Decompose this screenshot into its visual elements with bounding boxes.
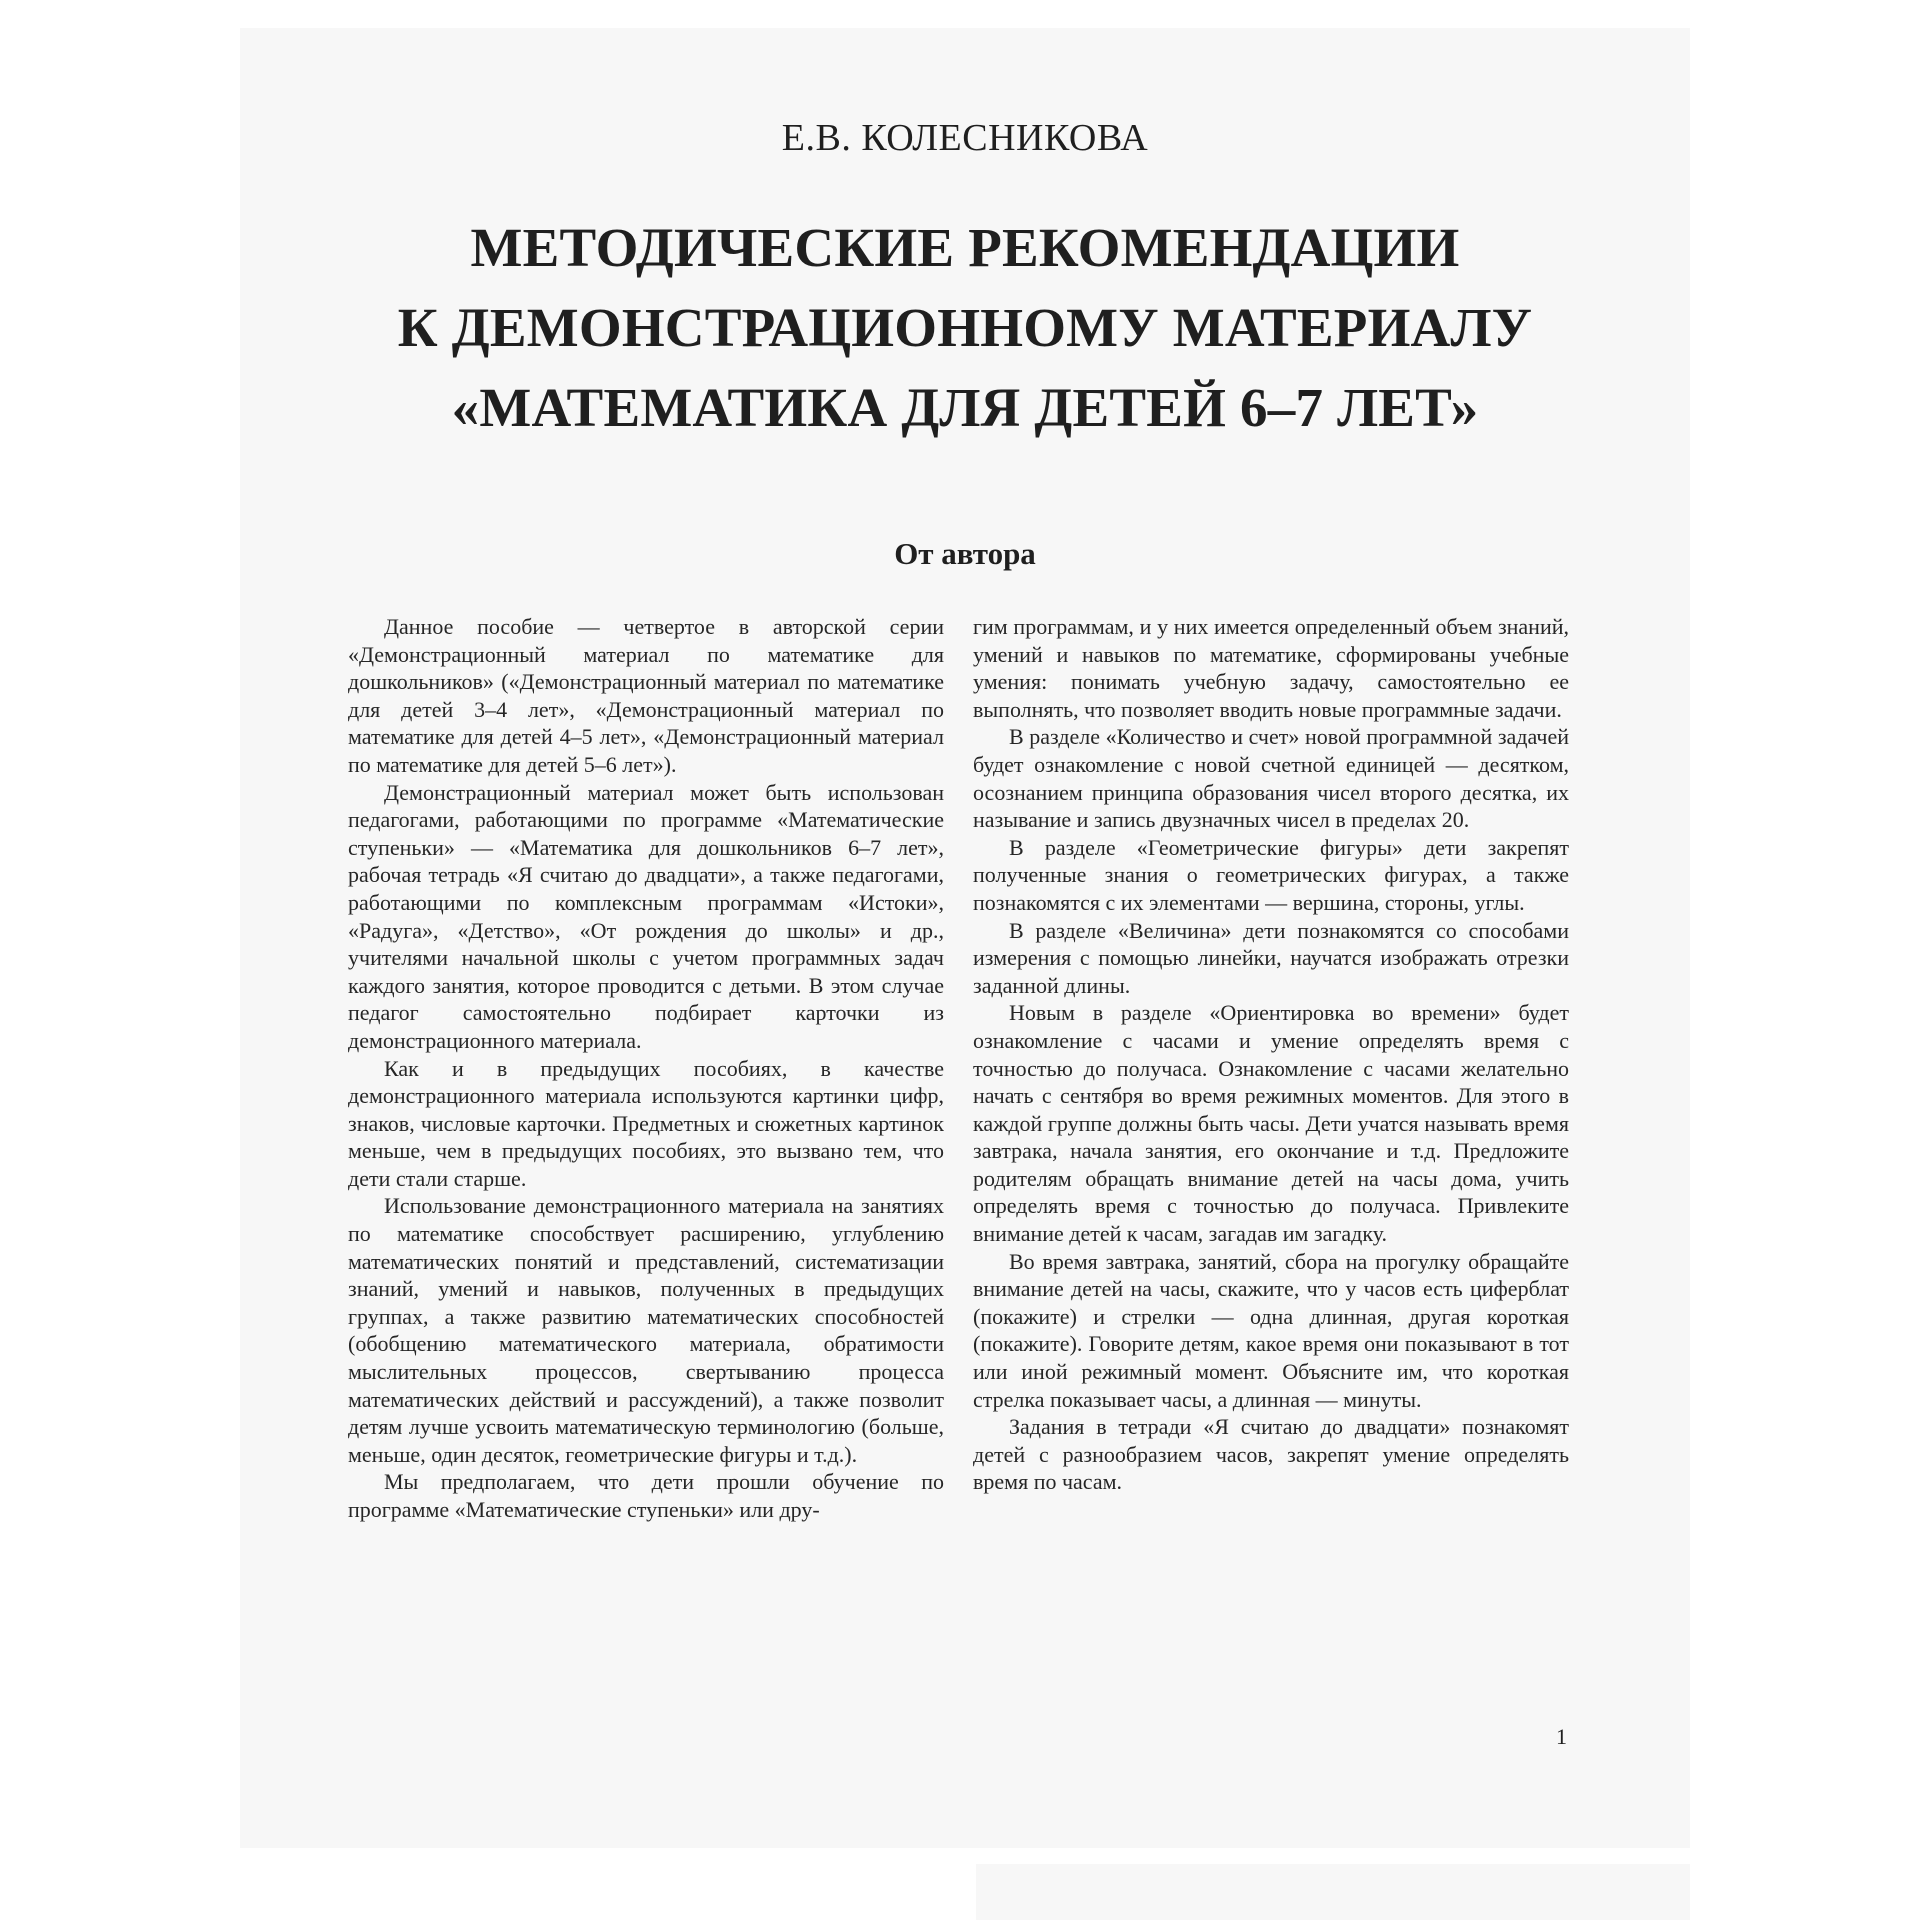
title-line: К ДЕМОНСТРАЦИОННОМУ МАТЕРИАЛУ — [397, 297, 1533, 358]
paragraph: В разделе «Количество и счет» новой программной задачей будет ознакомление с новой счетной единицей — десятком, осознанием принципа образования чисел второго десятка, их называние и запись двузначных чисел в пределах 20. — [973, 724, 1569, 833]
page-edge-strip — [976, 1864, 1690, 1920]
document-title — [240, 208, 1690, 448]
paragraph-continuation: гим программам, и у них имеется определенный объем знаний, умений и навыков по математике, сформированы учебные умения: понимать учебную задачу, самостоятельно ее выполнять, что позволяет вводить новые программные задачи. — [973, 614, 1569, 722]
paragraph: Использование демонстрационного материала на занятиях по математике способствует расширению, углублению математических понятий и представлений, систематизации знаний, умений и навыков, полученных в предыдущих группах, а также развитию математических способностей (обобщению математического материала, обратимости мыслительных процессов, свертыванию процесса математических действий и рассуждений), а также позволит детям лучше усвоить математическую терминологию (больше, меньше, один десяток, геометрические фигуры и т.д.). — [348, 1193, 944, 1467]
paragraph: В разделе «Геометрические фигуры» дети закрепят полученные знания о геометрических фигурах, а также познакомятся с их элементами — вершина, стороны, углы. — [973, 834, 1569, 915]
paragraph: Мы предполагаем, что дети прошли обучение по программе «Математические ступеньки» или дру- — [348, 1469, 944, 1522]
section-heading: От автора — [894, 536, 1036, 571]
author-name: Е.В. КОЛЕСНИКОВА — [781, 117, 1149, 159]
right-column — [973, 613, 1569, 1496]
title-line: МЕТОДИЧЕСКИЕ РЕКОМЕНДАЦИИ — [470, 217, 1460, 278]
paragraph: Демонстрационный материал может быть использован педагогами, работающими по программе «Математические ступеньки» — «Математика для дошкольников 6–7 лет», рабочая тетрадь «Я считаю до двадцати», а также педагогами, работающими по комплексным программам «Истоки», «Радуга», «Детство», «От рождения до школы» и др., учителями начальной школы с учетом программных задач каждого занятия, которое проводится с детьми. В этом случае педагог самостоятельно подбирает карточки из демонстрационного материала. — [348, 779, 944, 1053]
paragraph: Новым в разделе «Ориентировка во времени» будет ознакомление с часами и умение определять время с точностью до получаса. Ознакомление с часами желательно начать с сентября во время режимных моментов. Для этого в каждой группе должны быть часы. Дети учатся называть время завтрака, начала занятия, его окончание и т.д. Предложите родителям обращать внимание детей на часы дома, учить определять время с точностью до получаса. Привлеките внимание детей к часам, загадав им загадку. — [973, 1000, 1569, 1247]
paragraph: Данное пособие — четвертое в авторской серии «Демонстрационный материал по математике для дошкольников» («Демонстрационный материал по математике для детей 3–4 лет», «Демонстрационный материал по математике для детей 4–5 лет», «Демонстрационный материал по математике для детей 5–6 лет»). — [348, 614, 944, 777]
page-number: 1 — [1556, 1724, 1567, 1749]
paragraph: Как и в предыдущих пособиях, в качестве демонстрационного материала используются картинки цифр, знаков, числовые карточки. Предметных и сюжетных картинок меньше, чем в предыдущих пособиях, это вызвано тем, что дети стали старше. — [348, 1055, 944, 1191]
title-line: «МАТЕМАТИКА ДЛЯ ДЕТЕЙ 6–7 ЛЕТ» — [451, 377, 1479, 438]
paragraph: Во время завтрака, занятий, сбора на прогулку обращайте внимание детей на часы, скажите, что у часов есть циферблат (покажите) и стрелки — одна длинная, другая короткая (покажите). Говорите детям, какое время они показывают в тот или иной режимный момент. Объясните им, что короткая стрелка показывает часы, а длинная — минуты. — [973, 1248, 1569, 1412]
paragraph: В разделе «Величина» дети познакомятся со способами измерения с помощью линейки, научатся изображать отрезки заданной длины. — [973, 917, 1569, 998]
document-page — [240, 28, 1690, 1848]
paragraph: Задания в тетради «Я считаю до двадцати» познакомят детей с разнообразием часов, закрепят умение определять время по часам. — [973, 1414, 1569, 1495]
left-column — [348, 613, 944, 1524]
